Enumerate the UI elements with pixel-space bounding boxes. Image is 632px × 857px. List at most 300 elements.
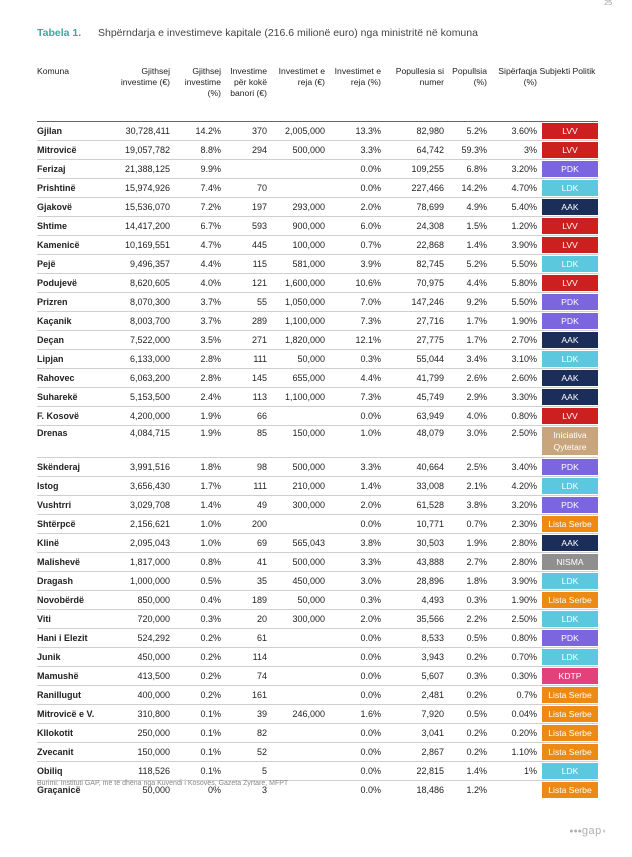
cell-pop-pct: 59.3% [446,140,489,159]
cell-population: 61,528 [383,495,446,514]
cell-population: 40,664 [383,457,446,476]
party-badge: AAK [542,389,598,405]
cell-new: 1,100,000 [269,311,327,330]
cell-party [539,457,598,476]
cell-total-pct: 1.9% [172,425,223,457]
cell-total: 720,000 [114,609,172,628]
cell-population: 8,533 [383,628,446,647]
cell-area-pct: 2.80% [489,533,539,552]
cell-per-capita: 69 [223,533,269,552]
cell-new-pct: 0.0% [327,723,383,742]
cell-new: 1,050,000 [269,292,327,311]
cell-total: 8,070,300 [114,292,172,311]
party-badge: Lista Serbe [542,725,598,741]
cell-new [269,742,327,761]
cell-new: 565,043 [269,533,327,552]
cell-pop-pct: 2.2% [446,609,489,628]
cell-new-pct: 0.3% [327,349,383,368]
cell-population: 7,920 [383,704,446,723]
cell-per-capita: 35 [223,571,269,590]
cell-area-pct: 5.80% [489,273,539,292]
cell-new [269,178,327,197]
cell-new-pct: 3.0% [327,571,383,590]
cell-new-pct: 7.3% [327,311,383,330]
cell-per-capita: 161 [223,685,269,704]
cell-komuna: Ferizaj [37,159,114,178]
cell-party [539,628,598,647]
cell-area-pct: 0.70% [489,647,539,666]
cell-area-pct: 3.20% [489,159,539,178]
cell-komuna: Obiliq [37,761,114,780]
cell-area-pct: 4.70% [489,178,539,197]
cell-total-pct: 1.0% [172,533,223,552]
cell-area-pct: 5.50% [489,292,539,311]
cell-population: 227,466 [383,178,446,197]
cell-new: 50,000 [269,349,327,368]
cell-komuna: Kllokotit [37,723,114,742]
cell-party [539,273,598,292]
cell-area-pct: 2.80% [489,552,539,571]
cell-pop-pct: 0.2% [446,647,489,666]
cell-new-pct: 12.1% [327,330,383,349]
cell-pop-pct: 2.9% [446,387,489,406]
cell-new: 500,000 [269,552,327,571]
cell-party [539,685,598,704]
cell-komuna: Dragash [37,571,114,590]
cell-total: 50,000 [114,780,172,799]
cell-total-pct: 4.0% [172,273,223,292]
cell-population: 35,566 [383,609,446,628]
cell-total-pct: 7.2% [172,197,223,216]
cell-komuna: Skënderaj [37,457,114,476]
cell-pop-pct: 5.2% [446,121,489,140]
table-row [37,704,598,723]
cell-new-pct: 0.0% [327,666,383,685]
cell-area-pct: 0.80% [489,628,539,647]
cell-komuna: Podujevë [37,273,114,292]
table-row [37,723,598,742]
cell-pop-pct: 2.5% [446,457,489,476]
cell-komuna: Suharekë [37,387,114,406]
cell-komuna: Kamenicë [37,235,114,254]
cell-population: 78,699 [383,197,446,216]
cell-total-pct: 1.4% [172,495,223,514]
logo-dots: ●●● [569,828,582,835]
table-title: Shpërndarja e investimeve kapitale (216.6 milionë euro) nga ministritë në komuna [98,27,478,39]
cell-total: 6,133,000 [114,349,172,368]
party-badge: Lista Serbe [542,516,598,532]
cell-population: 4,493 [383,590,446,609]
table-row [37,311,598,330]
table-row [37,235,598,254]
cell-per-capita: 3 [223,780,269,799]
cell-area-pct: 3.10% [489,349,539,368]
table-row [37,197,598,216]
cell-population: 2,481 [383,685,446,704]
table-row [37,495,598,514]
cell-per-capita: 200 [223,514,269,533]
cell-new-pct: 1.0% [327,425,383,457]
cell-new [269,666,327,685]
cell-new-pct: 3.8% [327,533,383,552]
party-badge: LDK [542,256,598,272]
table-row [37,742,598,761]
cell-area-pct: 1.90% [489,590,539,609]
cell-total-pct: 0.1% [172,761,223,780]
table-row [37,514,598,533]
cell-area-pct: 2.60% [489,368,539,387]
cell-total: 21,388,125 [114,159,172,178]
party-badge: LDK [542,649,598,665]
cell-pop-pct: 6.8% [446,159,489,178]
cell-population: 3,041 [383,723,446,742]
cell-komuna: Shtërpcë [37,514,114,533]
cell-pop-pct: 9.2% [446,292,489,311]
cell-area-pct: 1.10% [489,742,539,761]
cell-new-pct: 3.3% [327,140,383,159]
cell-area-pct: 1% [489,761,539,780]
cell-komuna: Novobërdë [37,590,114,609]
cell-new: 581,000 [269,254,327,273]
cell-total-pct: 9.9% [172,159,223,178]
cell-party [539,666,598,685]
table-row [37,216,598,235]
column-header: Subjekti Politik [539,66,596,76]
cell-per-capita: 145 [223,368,269,387]
cell-party [539,742,598,761]
party-badge: PDK [542,630,598,646]
cell-new: 100,000 [269,235,327,254]
cell-per-capita: 85 [223,425,269,457]
cell-total-pct: 0% [172,780,223,799]
party-badge: LDK [542,478,598,494]
cell-total-pct: 2.8% [172,349,223,368]
cell-komuna: Deçan [37,330,114,349]
cell-pop-pct: 0.5% [446,704,489,723]
party-badge: LDK [542,763,598,779]
cell-area-pct: 2.50% [489,609,539,628]
cell-total: 150,000 [114,742,172,761]
cell-new: 150,000 [269,425,327,457]
cell-party [539,235,598,254]
cell-new [269,761,327,780]
cell-area-pct: 3.30% [489,387,539,406]
cell-komuna: Prishtinë [37,178,114,197]
cell-pop-pct: 2.7% [446,552,489,571]
cell-pop-pct: 1.5% [446,216,489,235]
cell-total-pct: 0.2% [172,666,223,685]
cell-population: 27,775 [383,330,446,349]
cell-new [269,723,327,742]
cell-area-pct: 3.90% [489,571,539,590]
cell-total-pct: 3.7% [172,292,223,311]
party-badge: LVV [542,408,598,424]
cell-new: 300,000 [269,495,327,514]
cell-per-capita: 197 [223,197,269,216]
source-note: Burimi: Instituti GAP, më të dhëna nga Kuvendi i Kosovës, Gazeta Zyrtare, MFPT [37,780,289,787]
cell-population: 45,749 [383,387,446,406]
cell-total-pct: 3.7% [172,311,223,330]
cell-per-capita: 61 [223,628,269,647]
cell-area-pct: 3.40% [489,457,539,476]
party-badge: LVV [542,237,598,253]
cell-new-pct: 7.0% [327,292,383,311]
cell-new: 500,000 [269,457,327,476]
investment-table [37,66,598,799]
cell-pop-pct: 0.2% [446,723,489,742]
cell-komuna: Pejë [37,254,114,273]
table-row [37,330,598,349]
cell-new [269,628,327,647]
cell-new-pct: 0.0% [327,178,383,197]
cell-total: 15,536,070 [114,197,172,216]
cell-komuna: Hani i Elezit [37,628,114,647]
cell-total: 413,500 [114,666,172,685]
cell-party [539,406,598,425]
party-badge: Lista Serbe [542,687,598,703]
party-badge: KDTP [542,668,598,684]
cell-komuna: Mitrovicë [37,140,114,159]
cell-area-pct: 5.40% [489,197,539,216]
party-badge: LDK [542,180,598,196]
cell-total-pct: 6.7% [172,216,223,235]
column-header: Investimet e reja (€) [278,66,325,87]
cell-party [539,609,598,628]
table-label: Tabela 1. [37,27,82,39]
cell-new: 900,000 [269,216,327,235]
cell-per-capita: 55 [223,292,269,311]
cell-party [539,476,598,495]
cell-total: 6,063,200 [114,368,172,387]
table-row [37,761,598,780]
party-badge: LDK [542,611,598,627]
cell-population: 41,799 [383,368,446,387]
cell-komuna: Shtime [37,216,114,235]
cell-total: 15,974,926 [114,178,172,197]
cell-total-pct: 1.9% [172,406,223,425]
cell-population: 18,486 [383,780,446,799]
cell-pop-pct: 2.6% [446,368,489,387]
cell-population: 30,503 [383,533,446,552]
cell-per-capita: 114 [223,647,269,666]
cell-party [539,387,598,406]
party-badge: PDK [542,497,598,513]
party-badge: Lista Serbe [542,592,598,608]
party-badge: LVV [542,142,598,158]
cell-total-pct: 4.7% [172,235,223,254]
cell-komuna: Graçanicë [37,780,114,799]
cell-new-pct: 0.0% [327,406,383,425]
cell-new-pct: 2.0% [327,495,383,514]
cell-komuna: Gjakovë [37,197,114,216]
cell-population: 27,716 [383,311,446,330]
cell-pop-pct: 14.2% [446,178,489,197]
cell-pop-pct: 3.0% [446,425,489,457]
cell-party [539,311,598,330]
party-badge: Iniciativa Qytetare [542,427,598,455]
cell-new-pct: 0.3% [327,590,383,609]
cell-new-pct: 0.0% [327,780,383,799]
cell-party [539,647,598,666]
table-row [37,666,598,685]
cell-party [539,159,598,178]
column-header: Popullsia (%) [452,66,487,87]
cell-new-pct: 3.3% [327,552,383,571]
cell-total: 118,526 [114,761,172,780]
cell-population: 48,079 [383,425,446,457]
cell-total-pct: 0.1% [172,742,223,761]
cell-area-pct: 5.50% [489,254,539,273]
cell-komuna: Rahovec [37,368,114,387]
cell-new: 246,000 [269,704,327,723]
cell-komuna: Prizren [37,292,114,311]
cell-total-pct: 0.8% [172,552,223,571]
cell-per-capita: 113 [223,387,269,406]
cell-komuna: Istog [37,476,114,495]
cell-area-pct: 1.20% [489,216,539,235]
cell-population: 10,771 [383,514,446,533]
cell-party [539,514,598,533]
cell-total: 7,522,000 [114,330,172,349]
cell-per-capita: 39 [223,704,269,723]
cell-pop-pct: 0.2% [446,685,489,704]
cell-pop-pct: 0.3% [446,590,489,609]
party-badge: PDK [542,313,598,329]
cell-pop-pct: 1.9% [446,533,489,552]
cell-total: 5,153,500 [114,387,172,406]
logo-tail: ◖ [601,828,606,835]
party-badge: AAK [542,199,598,215]
cell-pop-pct: 3.4% [446,349,489,368]
cell-pop-pct: 2.1% [446,476,489,495]
table-row [37,254,598,273]
column-header: Gjithsej investime (€) [120,66,170,87]
cell-komuna: Klinë [37,533,114,552]
cell-komuna: Malishevë [37,552,114,571]
cell-per-capita: 74 [223,666,269,685]
cell-new: 300,000 [269,609,327,628]
cell-total-pct: 0.2% [172,647,223,666]
cell-population: 22,815 [383,761,446,780]
cell-new-pct: 0.0% [327,685,383,704]
cell-area-pct: 2.30% [489,514,539,533]
cell-population: 5,607 [383,666,446,685]
table-row [37,406,598,425]
cell-area-pct: 3.60% [489,121,539,140]
cell-pop-pct: 1.4% [446,235,489,254]
cell-new: 1,820,000 [269,330,327,349]
cell-party [539,590,598,609]
cell-pop-pct: 5.2% [446,254,489,273]
cell-komuna: Kaçanik [37,311,114,330]
table-row [37,273,598,292]
cell-party [539,495,598,514]
cell-komuna: Gjilan [37,121,114,140]
table-row [37,647,598,666]
cell-new-pct: 0.0% [327,742,383,761]
party-badge: PDK [542,294,598,310]
party-badge: PDK [542,161,598,177]
cell-population: 147,246 [383,292,446,311]
table-row [37,368,598,387]
cell-population: 82,980 [383,121,446,140]
table-row [37,159,598,178]
cell-party [539,140,598,159]
cell-new-pct: 2.0% [327,197,383,216]
cell-per-capita: 271 [223,330,269,349]
cell-new-pct: 0.0% [327,647,383,666]
table-row [37,121,598,140]
cell-total: 524,292 [114,628,172,647]
cell-komuna: Lipjan [37,349,114,368]
cell-new: 655,000 [269,368,327,387]
cell-komuna: Viti [37,609,114,628]
cell-new-pct: 0.0% [327,761,383,780]
cell-party [539,723,598,742]
cell-new: 293,000 [269,197,327,216]
cell-pop-pct: 3.8% [446,495,489,514]
cell-pop-pct: 0.2% [446,742,489,761]
cell-area-pct: 1.90% [489,311,539,330]
cell-per-capita: 370 [223,121,269,140]
cell-population: 55,044 [383,349,446,368]
cell-per-capita: 49 [223,495,269,514]
table-row [37,178,598,197]
table-row [37,140,598,159]
cell-new-pct: 2.0% [327,609,383,628]
cell-per-capita: 189 [223,590,269,609]
cell-total-pct: 1.0% [172,514,223,533]
cell-area-pct [489,780,539,799]
cell-area-pct: 0.20% [489,723,539,742]
cell-total: 2,095,043 [114,533,172,552]
party-badge: Lista Serbe [542,744,598,760]
cell-total-pct: 2.4% [172,387,223,406]
cell-population: 24,308 [383,216,446,235]
cell-total: 2,156,621 [114,514,172,533]
column-header: Gjithsej investime (%) [184,66,221,98]
cell-total: 250,000 [114,723,172,742]
cell-total-pct: 14.2% [172,121,223,140]
table-row [37,590,598,609]
cell-total-pct: 0.2% [172,685,223,704]
party-badge: LVV [542,123,598,139]
cell-new [269,647,327,666]
cell-area-pct: 3.20% [489,495,539,514]
gap-logo [569,825,606,837]
cell-total: 310,800 [114,704,172,723]
cell-party [539,178,598,197]
cell-new: 50,000 [269,590,327,609]
cell-new-pct: 1.6% [327,704,383,723]
cell-population: 109,255 [383,159,446,178]
cell-total: 4,200,000 [114,406,172,425]
table-row [37,609,598,628]
cell-party [539,780,598,799]
cell-total-pct: 0.1% [172,704,223,723]
cell-area-pct: 0.7% [489,685,539,704]
table-body [37,121,598,799]
cell-new-pct: 13.3% [327,121,383,140]
table-head-row [37,66,598,121]
cell-area-pct: 3% [489,140,539,159]
cell-new: 1,100,000 [269,387,327,406]
cell-total: 3,029,708 [114,495,172,514]
cell-total: 19,057,782 [114,140,172,159]
cell-per-capita: 294 [223,140,269,159]
cell-per-capita: 5 [223,761,269,780]
cell-per-capita: 98 [223,457,269,476]
